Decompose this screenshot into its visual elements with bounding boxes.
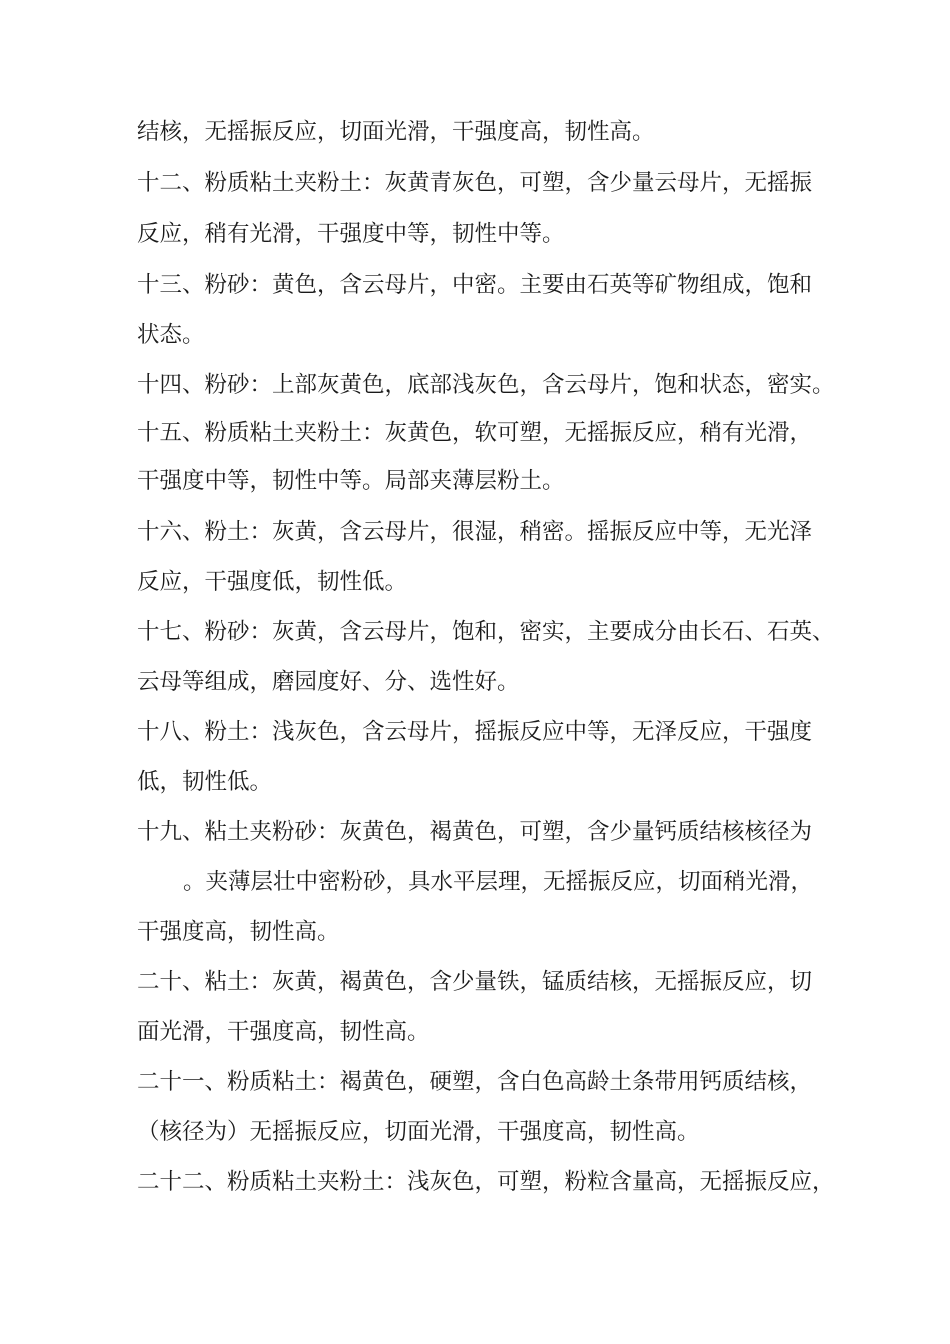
text-line: 状态。 — [137, 322, 205, 348]
text-line: 云母等组成，磨园度好、分、选性好。 — [137, 669, 520, 695]
text-line: 十五、粉质粘土夹粉土：灰黄色，软可塑，无摇振反应，稍有光滑， — [137, 420, 813, 446]
text-line: 。夹薄层壮中密粉砂，具水平层理，无摇振反应，切面稍光滑， — [183, 869, 814, 895]
text-line: 十四、粉砂：上部灰黄色，底部浅灰色，含云母片，饱和状态，密实。 — [137, 372, 835, 398]
text-line: 二十、粘土：灰黄，褐黄色，含少量铁，锰质结核，无摇振反应，切 — [137, 969, 813, 995]
text-line: 干强度高，韧性高。 — [137, 919, 340, 945]
text-line: 十八、粉土：浅灰色，含云母片，摇振反应中等，无泽反应，干强度 — [137, 719, 813, 745]
text-line: 低，韧性低。 — [137, 769, 273, 795]
text-line: 十九、粘土夹粉砂：灰黄色，褐黄色，可塑，含少量钙质结核核径为 — [137, 819, 813, 845]
text-line: 二十一、粉质粘土：褐黄色，硬塑，含白色高龄土条带用钙质结核， — [137, 1069, 813, 1095]
text-line: 反应，稍有光滑，干强度中等，韧性中等。 — [137, 221, 565, 247]
text-line: 十六、粉土：灰黄，含云母片，很湿，稍密。摇振反应中等，无光泽 — [137, 519, 813, 545]
text-line: 反应，干强度低，韧性低。 — [137, 569, 408, 595]
text-line: 十二、粉质粘土夹粉土：灰黄青灰色，可塑，含少量云母片，无摇振 — [137, 170, 813, 196]
text-line: 结核，无摇振反应，切面光滑，干强度高，韧性高。 — [137, 119, 655, 145]
text-line: 面光滑，干强度高，韧性高。 — [137, 1019, 430, 1045]
text-line: 十三、粉砂：黄色，含云母片，中密。主要由石英等矿物组成，饱和 — [137, 272, 813, 298]
text-line: 干强度中等，韧性中等。局部夹薄层粉土。 — [137, 468, 565, 494]
text-line: 十七、粉砂：灰黄，含云母片，饱和，密实，主要成分由长石、石英、 — [137, 619, 835, 645]
text-line: 二十二、粉质粘土夹粉土：浅灰色，可塑，粉粒含量高，无摇振反应， — [137, 1169, 835, 1195]
text-line: （核径为）无摇振反应，切面光滑，干强度高，韧性高。 — [137, 1119, 700, 1145]
